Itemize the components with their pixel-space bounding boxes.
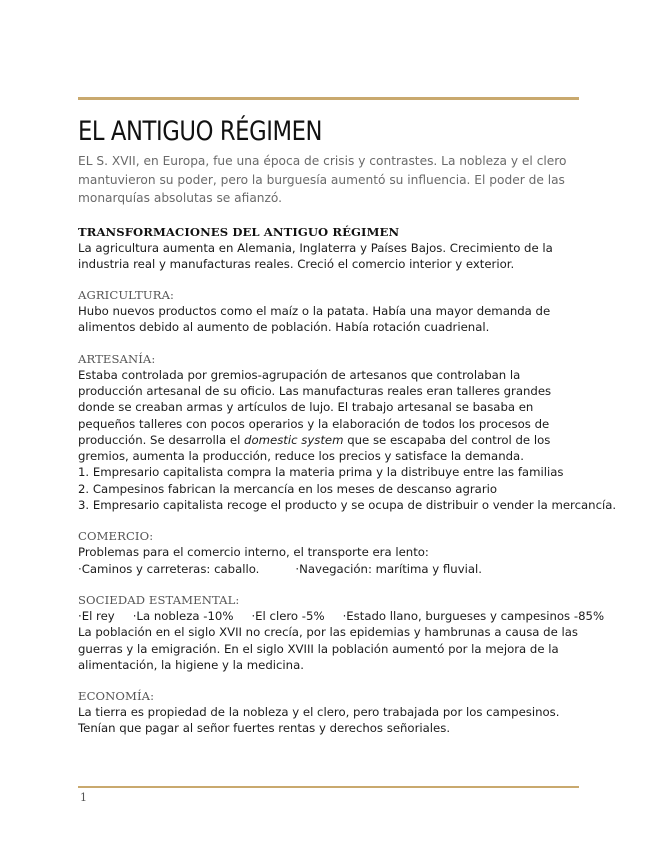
list-item: ·El clero -5% [251,608,325,623]
section-sociedad [78,592,605,673]
section-text: Tenían que pagar al señor fuertes rentas y derechos señoriales. [78,721,451,736]
italic-term: domestic system [244,432,344,447]
top-rule [78,97,579,100]
section-heading: COMERCIO: [78,529,154,544]
list-item: ·La nobleza -10% [132,608,234,623]
intro-paragraph: EL S. XVII, en Europa, fue una época de crisis y contrastes. La nobleza y el clero mantuvieron su poder, pero la burguesía aumentó su influencia. El poder de las monarquías absolutas se afianzó. [78,154,567,205]
section-text: La agricultura aumenta en Alemania, Inglaterra y Países Bajos. Crecimiento de la industria real y manufacturas reales. Creció el comercio interior y exterior. [78,240,553,271]
section-artesania [78,351,617,514]
section-heading: ARTESANÍA: [78,351,156,366]
page-number: 1 [80,791,87,804]
list-item: 2. Campesinos fabrican la mercancía en los meses de descanso agrario [78,481,498,496]
section-text: Problemas para el comercio interno, el transporte era lento: [78,545,429,560]
estamentos-line [78,608,605,624]
list-item: ·Caminos y carreteras: caballo. [78,561,260,576]
section-text: La población en el siglo XVII no crecía, por las epidemias y hambrunas a causa de las guerras y la emigración. En el siglo XVIII la población aumentó por la mejora de la alimentación, la higiene y la medicina. [78,625,578,672]
list-item: ·El rey [78,608,115,623]
bottom-rule [78,786,579,788]
section-economia [78,688,583,737]
section-text: Hubo nuevos productos como el maíz o la patata. Había una mayor demanda de alimentos debido al aumento de población. Había rotación cuadrienal. [78,304,551,335]
section-agricultura [78,287,583,336]
section-heading: SOCIEDAD ESTAMENTAL: [78,592,240,607]
transport-line [78,561,583,577]
text-part: Estaba controlada por gremios-agrupación de artesanos que controlaban la producción artesanal de su oficio. Las manufacturas reales eran talleres grandes donde se creaban armas y artículos de lujo. El trabajo artesanal se basaba en pequeños talleres con pocos operarios y la elaboración de todos los procesos de producción. Se desarrolla el [78,367,552,447]
section-heading: AGRICULTURA: [78,288,175,303]
section-text: La tierra es propiedad de la nobleza y el clero, pero trabajada por los campesinos. [78,705,560,720]
text-part: que se escapaba del control de los gremios, aumenta la producción, reduce los precios y satisface la demanda. [78,432,551,464]
section-comercio [78,528,583,577]
list-item: 3. Empresario capitalista recoge el producto y se ocupa de distribuir o vender la mercancía. [78,498,617,513]
section-heading: ECONOMÍA: [78,689,155,704]
section-transformaciones [78,224,583,273]
list-item: ·Navegación: marítima y fluvial. [295,561,482,576]
page-content [78,112,617,737]
list-item: 1. Empresario capitalista compra la materia prima y la distribuye entre las familias [78,465,564,480]
section-heading: TRANSFORMACIONES DEL ANTIGUO RÉGIMEN [78,224,400,239]
list-item: ·Estado llano, burgueses y campesinos -85% [342,608,605,623]
page-title: EL ANTIGUO RÉGIMEN [78,116,323,147]
section-text [78,367,583,465]
